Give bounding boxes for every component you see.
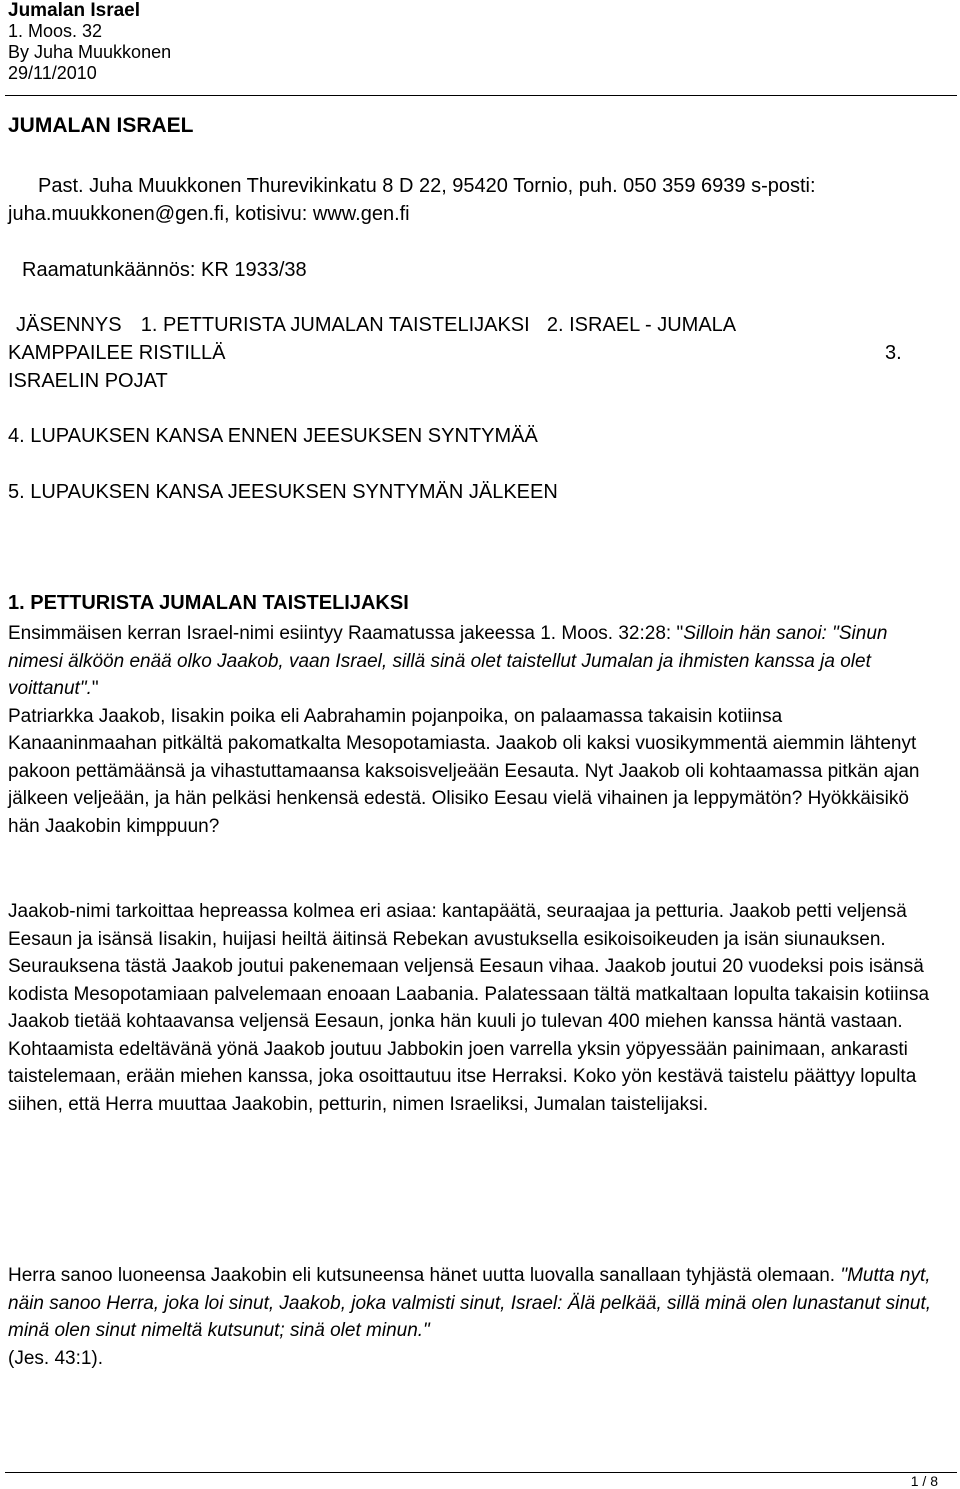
header-author: By Juha Muukkonen — [8, 42, 172, 62]
toc-lead: JÄSENNYS — [16, 314, 122, 336]
document-title: JUMALAN ISRAEL — [8, 114, 194, 137]
paragraph-3 — [8, 1262, 933, 1372]
translation-note: Raamatunkäännös: KR 1933/38 — [22, 259, 307, 281]
header-date: 29/11/2010 — [8, 63, 97, 83]
toc-item-3a: 3. — [885, 342, 902, 364]
header-title: Jumalan Israel — [8, 0, 141, 21]
para3-quote: "Mutta nyt, näin sanoo Herra, joka loi sinut, Jaakob, joka valmisti sinut, Israel: Älä pelkää, sillä minä olen lunastanut sinut, minä olen sinut nimeltä kutsunut; sinä olet minun." — [8, 1265, 932, 1341]
paragraph-2: Jaakob-nimi tarkoittaa hepreassa kolmea eri asiaa: kantapäätä, seuraajaa ja petturia. Jaakob petti veljensä Eesaun ja isänsä Iisakin, huijasi heiltä äitinsä Rebekan avustuksella esikoisoikeuden ja isän siunauksen. Seurauksena tästä Jaakob joutui pakenemaan veljensä Eesaun vihaa. Jaakob joutui 20 vuodeksi pois isänsä kodista Mesopotamiaan palvelemaan enoaan Laabania. Palatessaan tältä matkaltaan lopulta takaisin kotiinsa Jaakob tietää kohtaavansa veljensä Eesaun, jonka hän kuuli jo tulevan 400 miehen kanssa häntä vastaan. Kohtaamista edeltävänä yönä Jaakob joutuu Jabbokin joen varrella yksin yöpyessään painimaan, ankarasti taistelemaan, erään miehen kanssa, joka osoittautuu itse Herraksi. Koko yön kestävä taistelu päättyy lopulta siihen, että Herra muuttaa Jaakobin, petturin, nimen Israeliksi, Jumalan taistelijaksi. — [8, 901, 930, 1115]
para1-quote: Silloin hän sanoi: "Sinun nimesi älköön enää olko Jaakob, vaan Israel, sillä sinä olet taistellut Jumalan ja ihmisten kanssa ja olet voittanut". — [8, 623, 888, 699]
paragraph-1 — [8, 620, 933, 840]
contact-line-2: juha.muukkonen@gen.fi, kotisivu: www.gen.fi — [8, 203, 410, 225]
page-number: 1 / 8 — [910, 1473, 938, 1489]
contact-line-1: Past. Juha Muukkonen Thurevikinkatu 8 D 22, 95420 Tornio, puh. 050 359 6939 s-posti: — [38, 175, 816, 197]
toc-item-4: 4. LUPAUKSEN KANSA ENNEN JEESUKSEN SYNTYMÄÄ — [8, 425, 538, 447]
toc-item-5: 5. LUPAUKSEN KANSA JEESUKSEN SYNTYMÄN JÄLKEEN — [8, 481, 558, 503]
footer-divider — [5, 1472, 957, 1473]
header-reference: 1. Moos. 32 — [8, 21, 103, 41]
para1-close: " — [91, 678, 99, 699]
header-divider — [5, 95, 957, 96]
toc-item-1: 1. PETTURISTA JUMALAN TAISTELIJAKSI — [140, 314, 530, 336]
section-1-heading: 1. PETTURISTA JUMALAN TAISTELIJAKSI — [8, 592, 409, 614]
para1-rest: Patriarkka Jaakob, Iisakin poika eli Aabrahamin pojanpoika, on palaamassa takaisin kotiinsa Kanaaninmaahan pitkältä pakomatkalta Mesopotamiasta. Jaakob oli kaksi vuosikymmentä aiemmin lähtenyt pakoon pettämäänsä ja vihastuttamaansa kaksoisveljeään Eesauta. Nyt Jaakob oli kohtaamassa pitkän ajan jälkeen veljeään, ja hän pelkäsi henkensä edestä. Olisiko Eesau vielä vihainen ja leppymätön? Hyökkäisikö hän Jaakobin kimppuun? — [8, 705, 920, 837]
toc-block — [8, 311, 928, 395]
para1-intro: Ensimmäisen kerran Israel-nimi esiintyy Raamatussa jakeessa 1. Moos. 32:28: " — [8, 623, 684, 644]
contact-block — [8, 172, 928, 228]
para3-intro: Herra sanoo luoneensa Jaakobin eli kutsuneensa hänet uutta luovalla sanallaan tyhjästä olemaan. — [8, 1265, 841, 1286]
toc-item-3b: ISRAELIN POJAT — [8, 370, 168, 392]
para3-ref: (Jes. 43:1). — [8, 1347, 104, 1369]
toc-item-2b: KAMPPAILEE RISTILLÄ — [8, 342, 226, 364]
page-header — [8, 0, 171, 84]
toc-item-2a: 2. ISRAEL - JUMALA — [546, 314, 737, 336]
